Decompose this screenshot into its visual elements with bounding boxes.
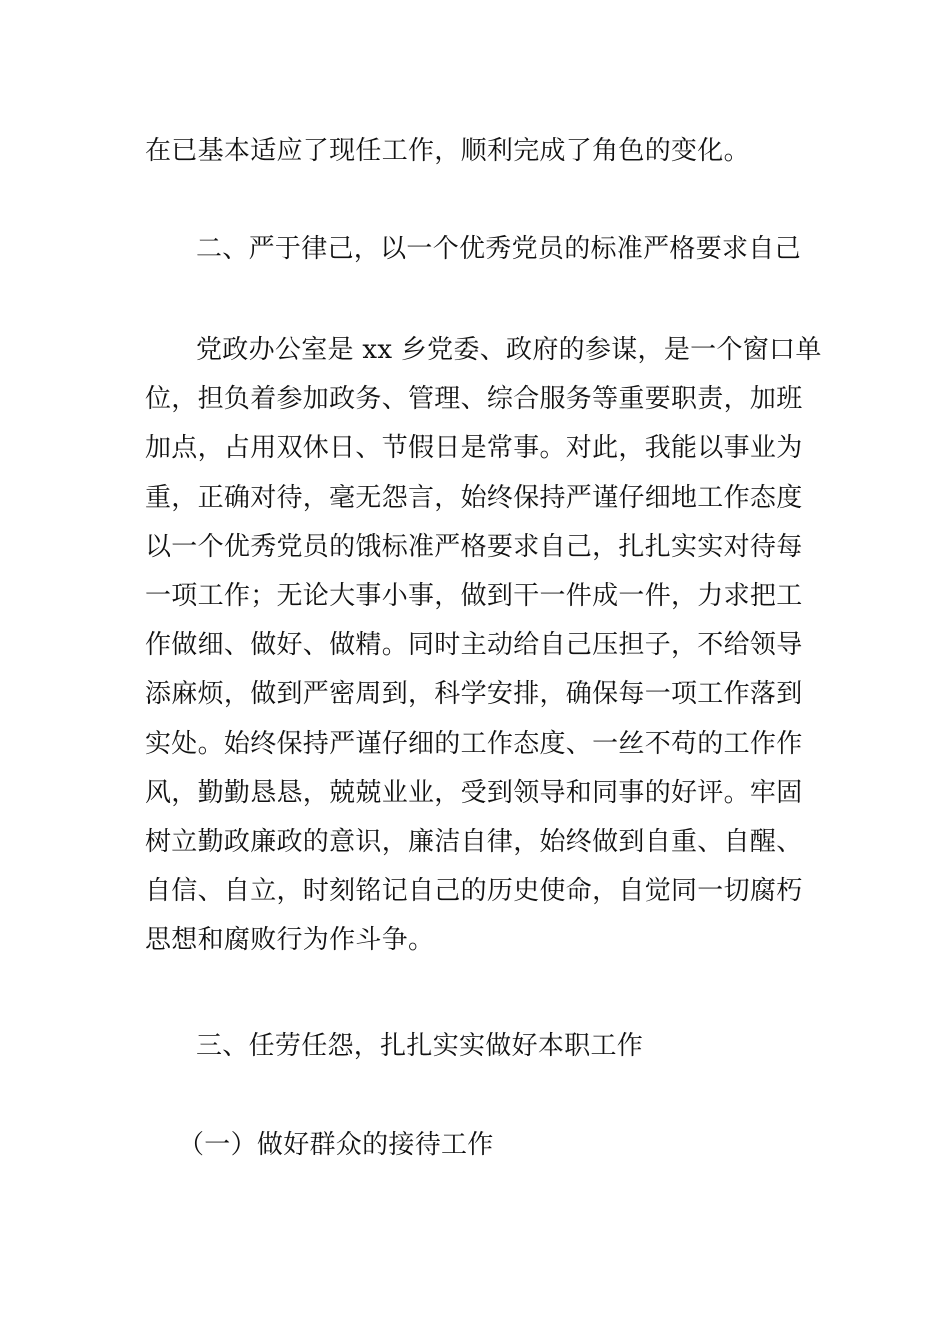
paragraph-line: 作做细、做好、做精。同时主动给自己压担子，不给领导: [145, 630, 803, 661]
paragraph-line: 党政办公室是 xx 乡党委、政府的参谋，是一个窗口单: [196, 335, 822, 365]
paragraph-line: 以一个优秀党员的饿标准严格要求自己，扎扎实实对待每: [145, 531, 803, 562]
section-heading-3: 三、任劳任怨，扎扎实实做好本职工作: [196, 1031, 644, 1061]
paragraph-line: 实处。始终保持严谨仔细的工作态度、一丝不苟的工作作: [145, 728, 803, 759]
body-paragraph: [145, 335, 822, 974]
section-heading-2: 二、严于律己，以一个优秀党员的标准严格要求自己: [196, 234, 801, 264]
paragraph-line: 重，正确对待，毫无怨言，始终保持严谨仔细地工作态度: [145, 482, 803, 513]
paragraph-line: 思想和腐败行为作斗争。: [145, 925, 435, 956]
paragraph-line: 位，担负着参加政务、管理、综合服务等重要职责，加班: [145, 384, 803, 415]
paragraph-line: 自信、自立，时刻铭记自己的历史使命，自觉同一切腐朽: [145, 876, 803, 907]
paragraph-line: 添麻烦，做到严密周到，科学安排，确保每一项工作落到: [145, 679, 803, 710]
paragraph-line: 风，勤勤恳恳，兢兢业业，受到领导和同事的好评。牢固: [145, 777, 803, 808]
continuation-line: 在已基本适应了现任工作，顺利完成了角色的变化。: [145, 136, 750, 166]
subsection-heading-1: （一）做好群众的接待工作: [178, 1130, 494, 1160]
paragraph-line: 加点，占用双休日、节假日是常事。对此，我能以事业为: [145, 433, 803, 464]
paragraph-line: 一项工作；无论大事小事，做到干一件成一件，力求把工: [145, 580, 803, 611]
paragraph-line: 树立勤政廉政的意识，廉洁自律，始终做到自重、自醒、: [145, 826, 803, 857]
